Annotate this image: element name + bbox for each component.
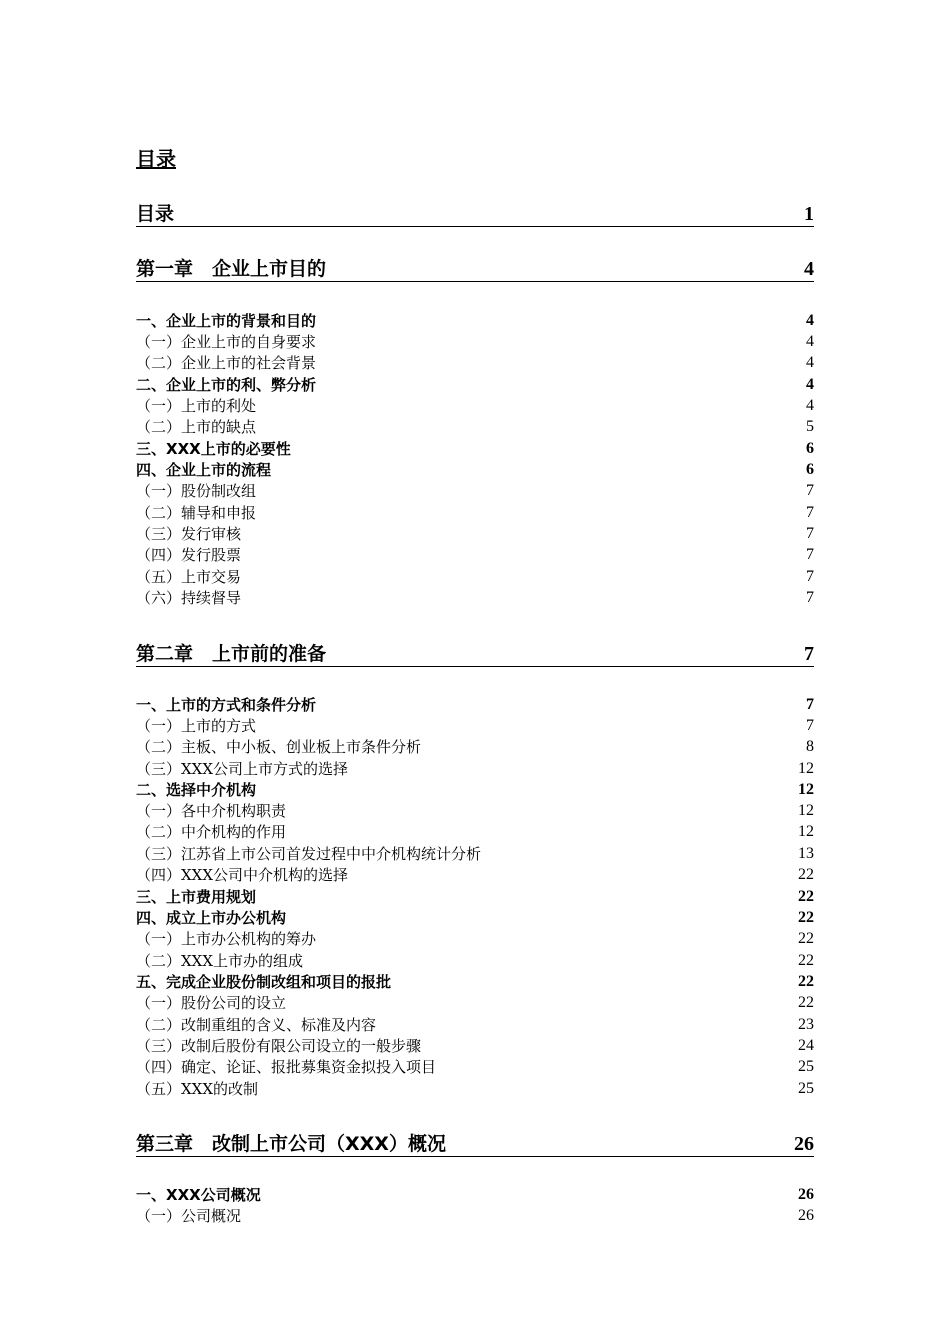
- toc-page-number: 23: [798, 1016, 814, 1033]
- toc-entry-title: 五、完成企业股份制改组和项目的报批: [136, 973, 392, 991]
- toc-page-number: 24: [798, 1037, 814, 1054]
- toc-section-entry[interactable]: [136, 695, 814, 715]
- toc-page-number: 1: [804, 203, 814, 225]
- toc-entry-title: （五）上市交易: [136, 568, 242, 586]
- toc-subsection-entry[interactable]: [136, 1079, 814, 1099]
- toc-page-number: 22: [798, 952, 814, 969]
- toc-entry-title: 二、企业上市的利、弊分析: [136, 376, 317, 394]
- toc-entry-title: （二）辅导和申报: [136, 504, 257, 522]
- toc-entry-title: （一）企业上市的自身要求: [136, 333, 317, 351]
- toc-page-number: 22: [798, 973, 814, 990]
- toc-page-number: 22: [798, 909, 814, 926]
- toc-subsection-entry[interactable]: [136, 1015, 814, 1035]
- toc-section-entry[interactable]: [136, 887, 814, 907]
- toc-page-number: 26: [798, 1207, 814, 1224]
- toc-section-entry[interactable]: [136, 311, 814, 331]
- toc-page-number: 4: [806, 397, 814, 414]
- toc-subsection-entry[interactable]: [136, 396, 814, 416]
- page-title: 目录: [136, 147, 176, 171]
- toc-subsection-entry[interactable]: [136, 929, 814, 949]
- toc-subsection-entry[interactable]: [136, 801, 814, 821]
- toc-subsection-entry[interactable]: [136, 993, 814, 1013]
- toc-subsection-entry[interactable]: [136, 524, 814, 544]
- toc-page-number: 4: [806, 312, 814, 329]
- toc-entry-title: （四）XXX公司中介机构的选择: [136, 866, 349, 884]
- toc-page-number: 7: [806, 504, 814, 521]
- toc-subsection-entry[interactable]: [136, 759, 814, 779]
- toc-entry-title: （二）中介机构的作用: [136, 823, 287, 841]
- toc-subsection-entry[interactable]: [136, 1206, 814, 1226]
- toc-page-number: 4: [804, 258, 814, 280]
- toc-entry-title: （一）公司概况: [136, 1207, 242, 1225]
- toc-entry-title: （四）确定、论证、报批募集资金拟投入项目: [136, 1058, 437, 1076]
- toc-subsection-entry[interactable]: [136, 822, 814, 842]
- toc-entry-title: 四、成立上市办公机构: [136, 909, 287, 927]
- toc-entry-title: （二）企业上市的社会背景: [136, 354, 317, 372]
- toc-page-number: 5: [806, 418, 814, 435]
- toc-page-number: 7: [806, 568, 814, 585]
- toc-entry-title: 第二章 上市前的准备: [136, 643, 327, 665]
- toc-entry-title: 一、XXX公司概况: [136, 1186, 261, 1204]
- toc-page-number: 7: [804, 643, 814, 665]
- toc-subsection-entry[interactable]: [136, 1057, 814, 1077]
- toc-subsection-entry[interactable]: [136, 353, 814, 373]
- toc-subsection-entry[interactable]: [136, 951, 814, 971]
- toc-page-number: 22: [798, 866, 814, 883]
- toc-entry-title: （一）股份公司的设立: [136, 994, 287, 1012]
- toc-page-number: 7: [806, 546, 814, 563]
- toc-page-number: 22: [798, 994, 814, 1011]
- toc-subsection-entry[interactable]: [136, 481, 814, 501]
- toc-entry-title: 二、选择中介机构: [136, 781, 257, 799]
- toc-page-number: 7: [806, 717, 814, 734]
- toc-entry-title: （二）XXX上市办的组成: [136, 952, 304, 970]
- toc-section-entry[interactable]: [136, 460, 814, 480]
- toc-page-number: 7: [806, 589, 814, 606]
- toc-entry-title: （一）上市的利处: [136, 397, 257, 415]
- toc-entry-title: （六）持续督导: [136, 589, 242, 607]
- toc-page-number: 7: [806, 696, 814, 713]
- toc-page-number: 12: [798, 802, 814, 819]
- toc-subsection-entry[interactable]: [136, 588, 814, 608]
- toc-entry-title: （五）XXX的改制: [136, 1080, 259, 1098]
- toc-section-entry[interactable]: [136, 908, 814, 928]
- toc-entry-title: （一）各中介机构职责: [136, 802, 287, 820]
- toc-page-number: 12: [798, 760, 814, 777]
- toc-page-number: 13: [798, 845, 814, 862]
- toc-entry-title: （三）XXX公司上市方式的选择: [136, 760, 349, 778]
- toc-subsection-entry[interactable]: [136, 737, 814, 757]
- toc-page-number: 7: [806, 525, 814, 542]
- toc-entry-title: 目录: [136, 203, 175, 225]
- toc-entry-title: （四）发行股票: [136, 546, 242, 564]
- toc-page-number: 25: [798, 1058, 814, 1075]
- toc-page-number: 25: [798, 1080, 814, 1097]
- toc-entry-title: 四、企业上市的流程: [136, 461, 272, 479]
- toc-entry-title: （二）上市的缺点: [136, 418, 257, 436]
- toc-entry-title: （一）股份制改组: [136, 482, 257, 500]
- toc-entry-title: （二）改制重组的含义、标准及内容: [136, 1016, 377, 1034]
- toc-page-number: 12: [798, 781, 814, 798]
- toc-subsection-entry[interactable]: [136, 567, 814, 587]
- toc-entry-title: 第一章 企业上市目的: [136, 258, 327, 280]
- toc-entry-title: （三）江苏省上市公司首发过程中中介机构统计分析: [136, 845, 482, 863]
- toc-entry-title: （三）改制后股份有限公司设立的一般步骤: [136, 1037, 422, 1055]
- toc-page-number: 4: [806, 376, 814, 393]
- toc-page-number: 26: [798, 1186, 814, 1203]
- toc-entry-title: （一）上市办公机构的筹办: [136, 930, 317, 948]
- toc-page-number: 8: [806, 738, 814, 755]
- toc-subsection-entry[interactable]: [136, 844, 814, 864]
- toc-page-number: 4: [806, 333, 814, 350]
- toc-page-number: 22: [798, 888, 814, 905]
- toc-subsection-entry[interactable]: [136, 1036, 814, 1056]
- toc-subsection-entry[interactable]: [136, 417, 814, 437]
- toc-page-number: 7: [806, 482, 814, 499]
- toc-section-entry[interactable]: [136, 972, 814, 992]
- toc-subsection-entry[interactable]: [136, 716, 814, 736]
- toc-page-number: 12: [798, 823, 814, 840]
- toc-page-number: 6: [806, 440, 814, 457]
- toc-section-entry[interactable]: [136, 1185, 814, 1205]
- toc-page-number: 6: [806, 461, 814, 478]
- toc-entry-title: 三、上市费用规划: [136, 888, 257, 906]
- toc-entry-title: 第三章 改制上市公司（XXX）概况: [136, 1133, 446, 1155]
- toc-chapter-entry[interactable]: [136, 1130, 814, 1157]
- toc-entry-title: （一）上市的方式: [136, 717, 257, 735]
- toc-entry-title: 一、企业上市的背景和目的: [136, 312, 317, 330]
- toc-page-number: 4: [806, 354, 814, 371]
- toc-chapter-entry[interactable]: [136, 200, 814, 227]
- toc-section-entry[interactable]: [136, 375, 814, 395]
- toc-section-entry[interactable]: [136, 439, 814, 459]
- toc-subsection-entry[interactable]: [136, 332, 814, 352]
- toc-subsection-entry[interactable]: [136, 545, 814, 565]
- toc-entry-title: 三、XXX上市的必要性: [136, 440, 291, 458]
- toc-page-number: 22: [798, 930, 814, 947]
- toc-chapter-entry[interactable]: [136, 640, 814, 667]
- toc-entry-title: （三）发行审核: [136, 525, 242, 543]
- toc-chapter-entry[interactable]: [136, 255, 814, 282]
- toc-subsection-entry[interactable]: [136, 503, 814, 523]
- toc-page-number: 26: [794, 1133, 814, 1155]
- toc-entry-title: 一、上市的方式和条件分析: [136, 696, 317, 714]
- toc-subsection-entry[interactable]: [136, 865, 814, 885]
- toc-section-entry[interactable]: [136, 780, 814, 800]
- toc-entry-title: （二）主板、中小板、创业板上市条件分析: [136, 738, 422, 756]
